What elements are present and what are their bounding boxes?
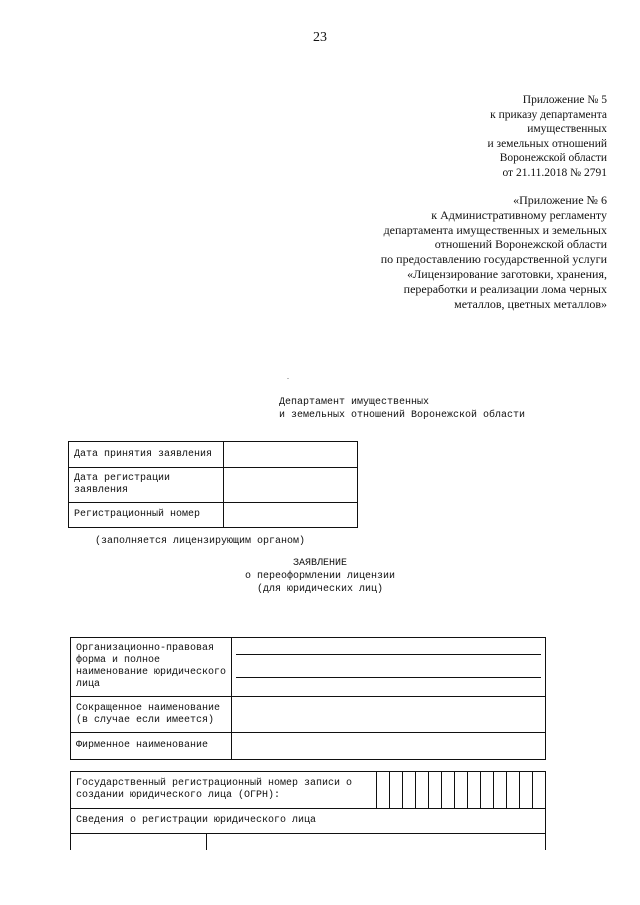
- organization-table: [70, 637, 546, 760]
- appendix-6-line: к Административному регламенту: [431, 207, 607, 222]
- appendix-6-line: «Приложение № 6: [513, 193, 607, 207]
- table-row: [71, 697, 546, 733]
- short-name-label: Сокращенное наименование (в случае если имеется): [71, 697, 232, 733]
- ogrn-digit-cell[interactable]: [416, 772, 429, 809]
- appendix-5-line: от 21.11.2018 № 2791: [502, 166, 607, 179]
- appendix-6-line: переработки и реализации лома черных: [403, 281, 607, 296]
- appendix-5-line: к приказу департамента: [490, 108, 607, 121]
- table-border-mid: [206, 834, 207, 850]
- ogrn-digit-cell[interactable]: [403, 772, 416, 809]
- appendix-5-line: Приложение № 5: [522, 94, 607, 106]
- registration-info-label: Сведения о регистрации юридического лица: [76, 815, 317, 826]
- registration-info-row: [70, 808, 546, 834]
- table-border-right: [545, 834, 546, 850]
- statement-title: [0, 557, 640, 596]
- date-received-label: Дата принятия заявления: [69, 442, 224, 468]
- ogrn-table: [70, 771, 546, 809]
- appendix-6-line: отношений Воронежской области: [434, 237, 607, 252]
- next-section-stub: [70, 834, 546, 850]
- ogrn-digit-cell[interactable]: [494, 772, 507, 809]
- full-name-field[interactable]: [232, 638, 546, 697]
- addressee-block: [279, 396, 525, 422]
- ogrn-digit-cell[interactable]: [468, 772, 481, 809]
- registration-date-label: Дата регистрации заявления: [69, 468, 224, 503]
- appendix-6-line: «Лицензирование заготовки, хранения,: [407, 266, 607, 281]
- ogrn-digit-cell[interactable]: [455, 772, 468, 809]
- table-row: [69, 503, 358, 528]
- full-name-line-2: [236, 677, 541, 678]
- brand-name-label: Фирменное наименование: [71, 733, 232, 760]
- ogrn-digit-cell[interactable]: [390, 772, 403, 809]
- registration-table: [68, 441, 358, 528]
- appendix-6-line: по предоставлению государственной услуги: [380, 252, 607, 267]
- short-name-field[interactable]: [232, 697, 546, 733]
- brand-name-field[interactable]: [232, 733, 546, 760]
- registration-number-field[interactable]: [224, 503, 358, 528]
- appendix-6-block: [381, 193, 607, 311]
- ogrn-digit-cell[interactable]: [481, 772, 494, 809]
- ogrn-digit-cell[interactable]: [507, 772, 520, 809]
- appendix-5-block: [488, 93, 608, 181]
- statement-applicant-type: (для юридических лиц): [256, 584, 384, 595]
- ogrn-digit-cell[interactable]: [533, 772, 546, 809]
- full-name-label: Организационно-правовая форма и полное наименование юридического лица: [71, 638, 232, 697]
- ogrn-digit-cell[interactable]: [520, 772, 533, 809]
- addressee-line: Департамент имущественных: [279, 397, 430, 408]
- table-row: [69, 468, 358, 503]
- statement-subject: о переоформлении лицензии: [244, 571, 396, 582]
- appendix-6-line: департамента имущественных и земельных: [383, 222, 607, 237]
- scan-speck: [287, 378, 289, 379]
- appendix-5-line: имущественных: [527, 123, 607, 136]
- registration-date-field[interactable]: [224, 468, 358, 503]
- table-row: [69, 442, 358, 468]
- appendix-6-line: металлов, цветных металлов»: [454, 296, 607, 311]
- date-received-field[interactable]: [224, 442, 358, 468]
- filled-by-note: (заполняется лицензирующим органом): [95, 536, 306, 547]
- page-number: 23: [313, 30, 327, 45]
- table-row: [71, 772, 546, 809]
- statement-heading: ЗАЯВЛЕНИЕ: [292, 558, 347, 569]
- table-row: [71, 733, 546, 760]
- ogrn-digit-cell[interactable]: [377, 772, 390, 809]
- appendix-5-line: и земельных отношений: [487, 137, 607, 150]
- addressee-line: и земельных отношений Воронежской области: [279, 410, 526, 421]
- appendix-5-line: Воронежской области: [499, 152, 607, 165]
- table-border-left: [70, 834, 71, 850]
- ogrn-digit-cell[interactable]: [429, 772, 442, 809]
- ogrn-digit-cell[interactable]: [442, 772, 455, 809]
- table-row: [71, 638, 546, 697]
- full-name-line-1: [236, 654, 541, 655]
- ogrn-label: Государственный регистрационный номер записи о создании юридического лица (ОГРН):: [71, 772, 377, 809]
- registration-number-label: Регистрационный номер: [69, 503, 224, 528]
